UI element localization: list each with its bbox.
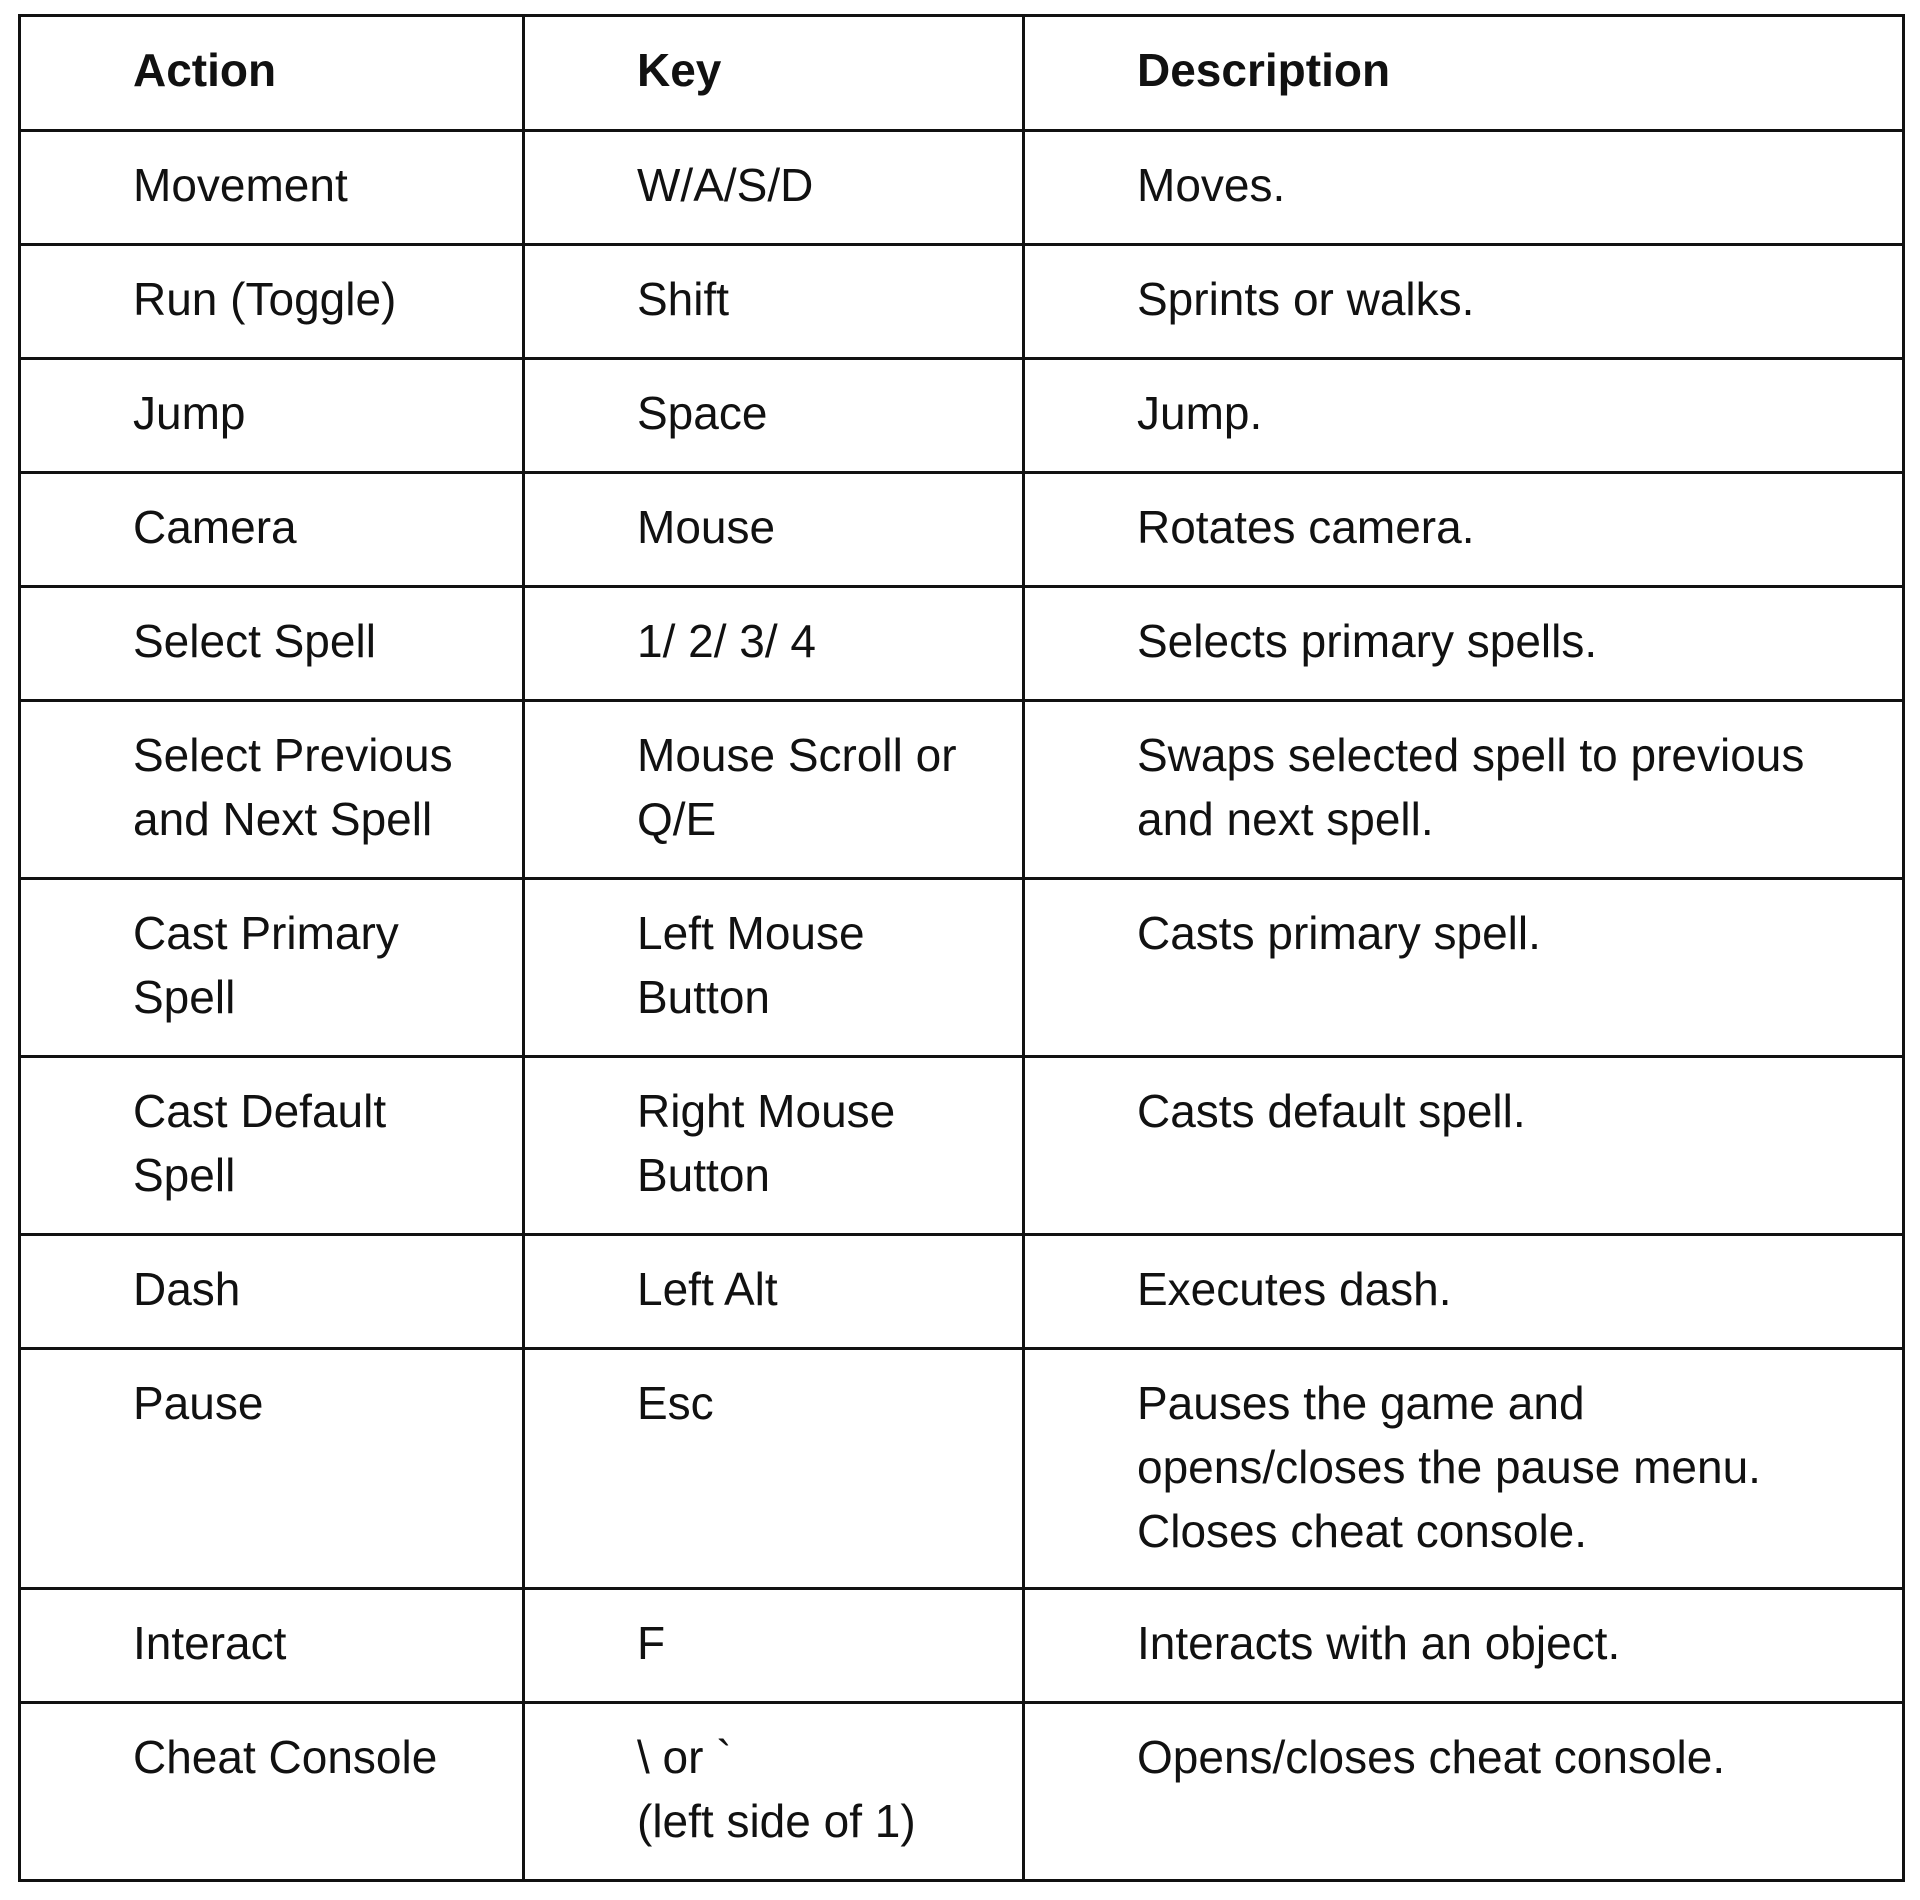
table-row: [20, 245, 1904, 359]
table-row: [20, 131, 1904, 245]
description-cell: Casts default spell.: [1024, 1057, 1904, 1235]
header-description: Description: [1024, 16, 1904, 131]
table-row: [20, 587, 1904, 701]
description-cell: Executes dash.: [1024, 1235, 1904, 1349]
action-cell: Cast Default Spell: [20, 1057, 524, 1235]
table-row: [20, 1057, 1904, 1235]
key-cell: Space: [524, 359, 1024, 473]
key-cell: F: [524, 1589, 1024, 1703]
action-cell: Run (Toggle): [20, 245, 524, 359]
action-cell: Camera: [20, 473, 524, 587]
key-cell: \ or ` (left side of 1): [524, 1703, 1024, 1881]
key-cell: Shift: [524, 245, 1024, 359]
action-cell: Pause: [20, 1349, 524, 1589]
table-row: [20, 1235, 1904, 1349]
description-cell: Pauses the game and opens/closes the pause menu. Closes cheat console.: [1024, 1349, 1904, 1589]
action-cell: Select Spell: [20, 587, 524, 701]
key-cell: Right Mouse Button: [524, 1057, 1024, 1235]
action-cell: Interact: [20, 1589, 524, 1703]
header-action: Action: [20, 16, 524, 131]
action-cell: Cheat Console: [20, 1703, 524, 1881]
key-cell: W/A/S/D: [524, 131, 1024, 245]
table-row: [20, 473, 1904, 587]
key-cell: Mouse: [524, 473, 1024, 587]
description-cell: Selects primary spells.: [1024, 587, 1904, 701]
table-row: [20, 359, 1904, 473]
description-cell: Interacts with an object.: [1024, 1589, 1904, 1703]
description-cell: Opens/closes cheat console.: [1024, 1703, 1904, 1881]
table-row: [20, 879, 1904, 1057]
table-body: [20, 131, 1904, 1881]
key-cell: Left Mouse Button: [524, 879, 1024, 1057]
action-cell: Dash: [20, 1235, 524, 1349]
key-cell: 1/ 2/ 3/ 4: [524, 587, 1024, 701]
action-cell: Cast Primary Spell: [20, 879, 524, 1057]
table-row: [20, 1349, 1904, 1589]
action-cell: Movement: [20, 131, 524, 245]
description-cell: Sprints or walks.: [1024, 245, 1904, 359]
header-row: [20, 16, 1904, 131]
description-cell: Rotates camera.: [1024, 473, 1904, 587]
description-cell: Casts primary spell.: [1024, 879, 1904, 1057]
table-header: [20, 16, 1904, 131]
description-cell: Jump.: [1024, 359, 1904, 473]
key-cell: Mouse Scroll or Q/E: [524, 701, 1024, 879]
table-row: [20, 1589, 1904, 1703]
key-cell: Esc: [524, 1349, 1024, 1589]
action-cell: Select Previous and Next Spell: [20, 701, 524, 879]
description-cell: Swaps selected spell to previous and next spell.: [1024, 701, 1904, 879]
description-cell: Moves.: [1024, 131, 1904, 245]
controls-table: [18, 14, 1905, 1882]
header-key: Key: [524, 16, 1024, 131]
table-row: [20, 701, 1904, 879]
action-cell: Jump: [20, 359, 524, 473]
key-cell: Left Alt: [524, 1235, 1024, 1349]
table-row: [20, 1703, 1904, 1881]
